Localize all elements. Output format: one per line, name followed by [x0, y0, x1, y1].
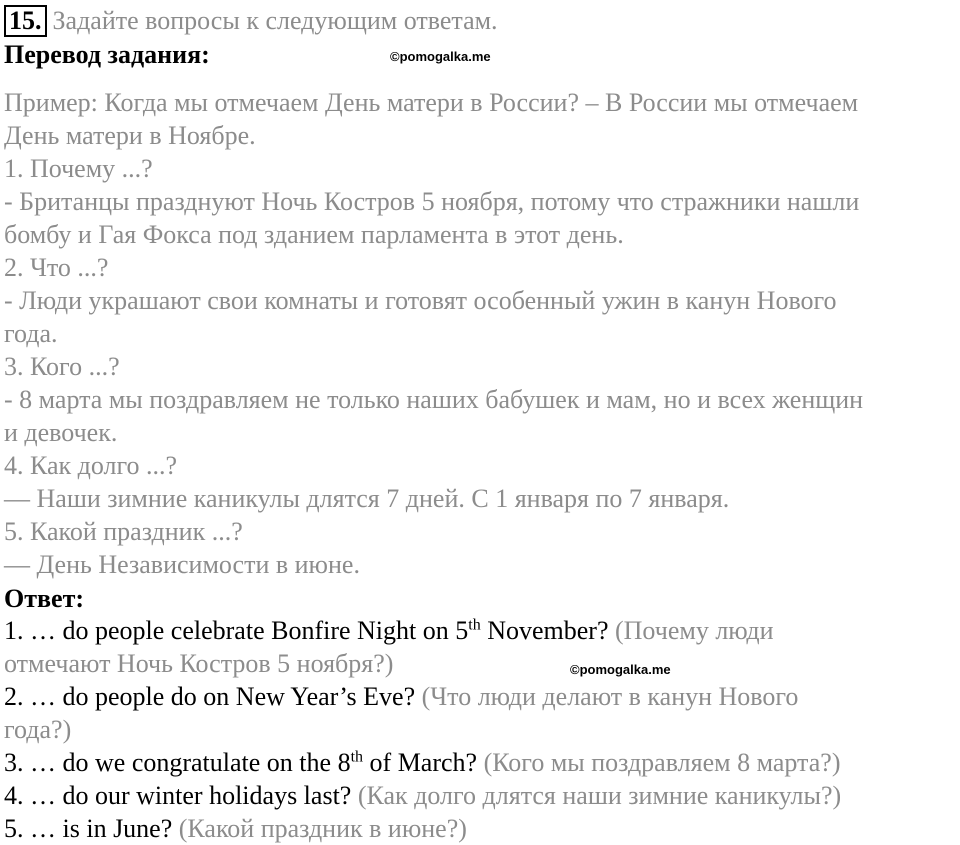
- translation-line: 5. Какой праздник ...?: [4, 517, 243, 546]
- answer-3: [4, 746, 840, 779]
- translation-line: - Британцы празднуют Ночь Костров 5 ноября, потому что стражники нашли: [4, 187, 860, 216]
- watermark: ©pomogalka.me: [570, 662, 671, 677]
- task-number: 15.: [4, 5, 47, 37]
- answer-3-sup: th: [350, 748, 364, 766]
- answer-2-text: 2. … do people do on New Year’s Eve?: [4, 682, 416, 711]
- translation-line: 4. Как долго ...?: [4, 451, 178, 480]
- translation-line: года.: [4, 319, 58, 348]
- translation-line: - 8 марта мы поздравляем не только наших бабушек и мам, но и всех женщин: [4, 385, 864, 414]
- translation-line: — День Независимости в июне.: [4, 550, 360, 579]
- answer-4-text: 4. … do our winter holidays last?: [4, 781, 352, 810]
- answer-1-text-end: November?: [480, 616, 609, 645]
- answer-4-translation: (Как долго длятся наши зимние каникулы?): [351, 781, 842, 810]
- answer-3-translation: (Кого мы поздравляем 8 марта?): [477, 748, 841, 777]
- answer-1-translation-cont: отмечают Ночь Костров 5 ноября?): [4, 649, 394, 678]
- translation-line: 3. Кого ...?: [4, 352, 120, 381]
- answer-1: [4, 614, 774, 647]
- task-instruction: Задайте вопросы к следующим ответам.: [52, 6, 498, 35]
- watermark: ©pomogalka.me: [390, 49, 491, 64]
- answer-4: [4, 779, 841, 812]
- answer-1-text: 1. … do people celebrate Bonfire Night on 5: [4, 616, 469, 645]
- answer-5-text: 5. … is in June?: [4, 814, 173, 843]
- answer-1-translation: (Почему люди: [608, 616, 774, 645]
- task-header: [4, 4, 498, 37]
- answer-1-sup: th: [468, 616, 481, 634]
- translation-line: День матери в Ноябре.: [4, 121, 256, 150]
- translation-line: — Наши зимние каникулы длятся 7 дней. С 1 января по 7 января.: [4, 484, 730, 513]
- translation-line: - Люди украшают свои комнаты и готовят особенный ужин в канун Нового: [4, 286, 837, 315]
- answer-5-translation: (Какой праздник в июне?): [172, 814, 467, 843]
- translation-line: 1. Почему ...?: [4, 154, 153, 183]
- answer-2-translation: (Что люди делают в канун Нового: [415, 682, 799, 711]
- translation-line: бомбу и Гая Фокса под зданием парламента в этот день.: [4, 220, 624, 249]
- answer-2-translation-cont: года?): [4, 715, 72, 744]
- answer-5: [4, 812, 467, 845]
- translation-heading: Перевод задания:: [4, 40, 210, 69]
- answer-heading: Ответ:: [4, 584, 85, 613]
- translation-line: 2. Что ...?: [4, 253, 109, 282]
- answer-3-text-end: of March?: [363, 748, 478, 777]
- translation-line: и девочек.: [4, 418, 118, 447]
- answer-2: [4, 680, 798, 713]
- translation-line: Пример: Когда мы отмечаем День матери в России? – В России мы отмечаем: [4, 88, 859, 117]
- answer-3-text: 3. … do we congratulate on the 8: [4, 748, 351, 777]
